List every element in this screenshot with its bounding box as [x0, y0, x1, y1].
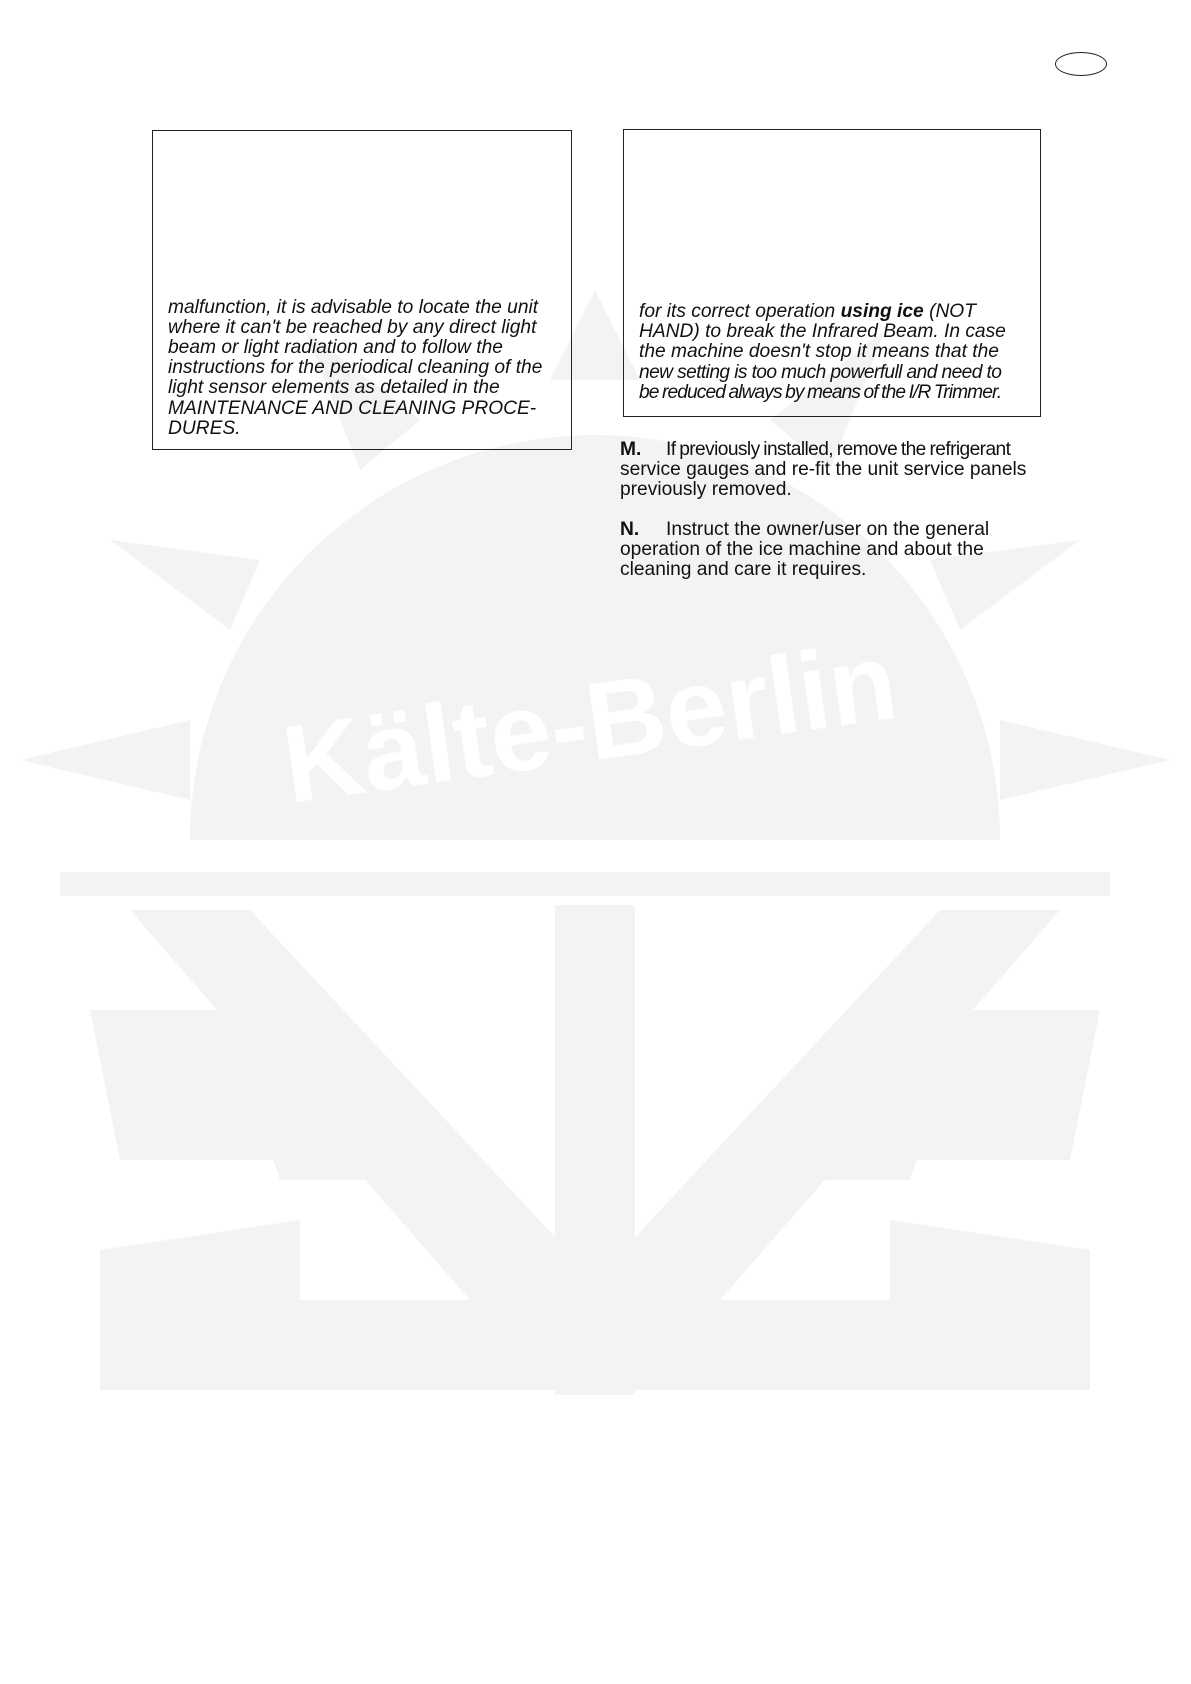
step-line: cleaning and care it requires.	[620, 559, 867, 581]
step-line: operation of the ice machine and about the	[620, 539, 984, 561]
right-note-box	[623, 129, 1041, 417]
right-note-line: (NOT	[923, 300, 976, 322]
left-note-line: light sensor elements as detailed in the	[168, 377, 500, 399]
left-note-line: DURES.	[168, 417, 241, 439]
right-note-line: new setting is too much powerfull and need to	[639, 361, 1002, 383]
right-note-emphasis: using ice	[840, 300, 924, 322]
step-line: If previously installed, remove the refrigerant	[666, 439, 1011, 460]
right-note-text	[639, 302, 1025, 403]
step-letter: M.	[620, 439, 642, 460]
step-line: previously removed.	[620, 479, 792, 501]
right-note-line: for its correct operation	[639, 300, 841, 322]
left-note-line: malfunction, it is advisable to locate the unit	[168, 296, 539, 318]
step-letter: N.	[620, 519, 640, 540]
step-n-paragraph	[620, 520, 1036, 581]
left-note-line: instructions for the periodical cleaning of the	[168, 357, 543, 379]
step-line: Instruct the owner/user on the general	[666, 519, 990, 540]
watermark-text: Kälte-Berlin	[275, 619, 905, 827]
right-note-line: HAND) to break the Infrared Beam. In case	[639, 321, 1006, 343]
left-note-line: MAINTENANCE AND CLEANING PROCE-	[168, 397, 537, 419]
right-note-line: the machine doesn't stop it means that the	[639, 341, 999, 363]
left-note-line: where it can't be reached by any direct light	[168, 316, 537, 338]
left-note-line: beam or light radiation and to follow the	[168, 336, 503, 358]
step-m-paragraph	[620, 440, 1036, 501]
step-line: service gauges and re-fit the unit service panels	[620, 459, 1027, 481]
left-note-box	[152, 130, 572, 450]
left-note-text	[168, 298, 556, 439]
page-marker-oval-icon	[1055, 52, 1107, 76]
right-note-line: be reduced always by means of the I/R Trimmer.	[639, 381, 1002, 403]
